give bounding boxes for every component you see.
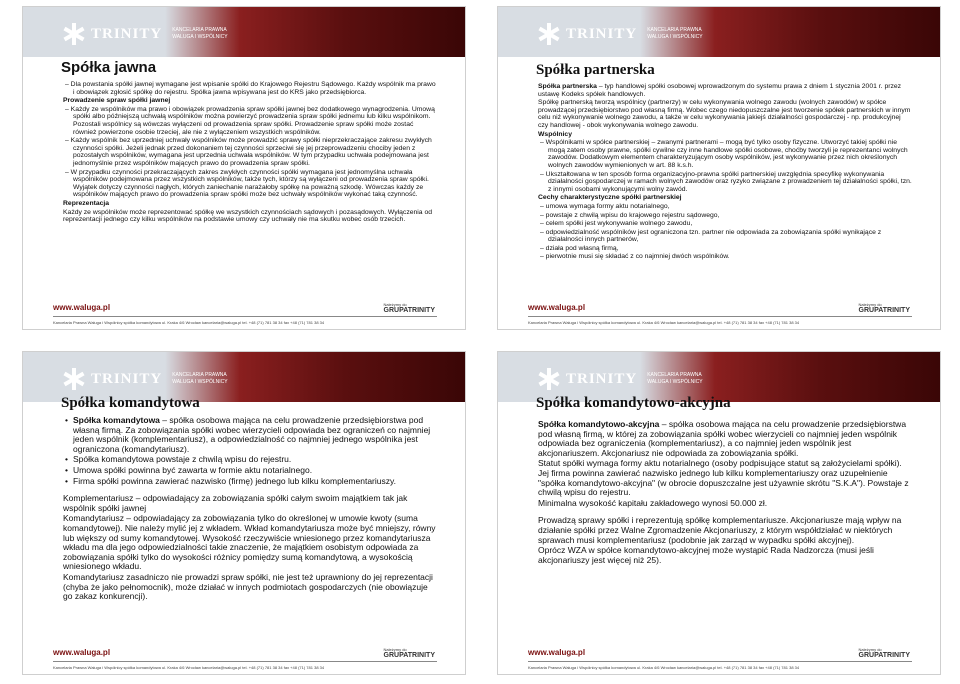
footer [498, 644, 940, 674]
paragraph: – umowa wymaga formy aktu notarialnego, [540, 202, 670, 210]
brand-sub: KANCELARIA PRAWNA WALUGA I WSPÓLNICY [172, 27, 228, 40]
paragraph: – Każdy ze wspólników ma prawo i obowiązek prowadzenia spraw spółki jawnej bez dodatkowego wynagrodzenia. Umową spółki albo późniejszą uchwałą wspólników można powierzyć prowadzenia spraw spółki jednemu lub kilku wspólnikom. Pozostali wspólnicy są wówczas wyłączeni od prowadzenia spraw spółki. Prowadzenie spraw spółki może zostać również powierzone osobie trzeciej, ale nie z wyłączeniem wszystkich wspólników. [65, 105, 435, 136]
paragraph [63, 466, 437, 476]
paragraph-text: – spółka osobowa mająca na celu prowadzenie przedsiębiorstwa pod własną firmą. Za zobowiązania spółki wobec wierzycieli odpowiada bez ograniczeń co najmniej jeden wspólnik (komplementariusz), a odpowiedzialność co najmniej jednego wspólnika jest ograniczona (komandytariusz). [73, 415, 431, 454]
paragraph: – celem spółki jest wykonywanie wolnego zawodu, [540, 220, 693, 228]
footer-text: Kancelaria Prawna Waluga i Wspólnicy spółka komandytowa ul. Kraka 4/6 Wrocław kancelaria@waluga.pl tel. +48 (71) 781 38 34 fax +48 (71) 781 38 34 [53, 320, 325, 325]
trinity-logo [538, 23, 703, 45]
paragraph [63, 416, 437, 454]
paragraph-text: Reprezentacja [63, 199, 110, 207]
paragraph: – odpowiedzialność wspólników jest ograniczona tzn. partner nie odpowiada za zobowiązania spółki wynikające z działalności innych partnerów, [540, 228, 882, 244]
paragraph-text: Firma spółki powinna zawierać nazwisko (firmę) jednego lub kilku komplementariuszy. [73, 475, 396, 486]
paragraph-text: Cechy charakterystyczne spółki partnerskiej [538, 194, 682, 202]
paragraph-text: Wspólnicy [538, 130, 572, 138]
paragraph: – Dla powstania spółki jawnej wymagane jest wpisanie spółki do Krajowego Rejestru Sądowego. Każdy wspólnik ma prawo i obowiązek zgłosić spółkę do rejestru. Spółka jawna wpisywana jest do KRS jako przedsiębiorca. [65, 81, 436, 96]
slide-title: Spółka partnerska [536, 62, 655, 78]
paragraph-text: Statut spółki wymaga formy aktu notarialnego (osoby podpisujące statut są założycielami spółki). Jej firma powinna zawierać nazwisko jednego lub kilku komplementariuszy oraz uzupełnienie "spółka komandytowo-akcyjna" (w obrocie dopuszczalne jest użyawnie skrótu "S.K.A"). Powstaje z chwilą wpisu do rejestru. [538, 458, 909, 498]
paragraph-text: Komandytariusz zasadniczo nie prowadzi spraw spółki, nie jest też uprawniony do jej reprezentacji (chyba że jako pełnomocnik), może działać w innych podmiotach gospodarczych (nie obowiązuje go zakaz konkurencji). [63, 571, 433, 602]
slide-spolka-komandytowo-akcyjna [497, 351, 941, 675]
paragraph [538, 546, 912, 565]
slide-spolka-partnerska [497, 6, 941, 330]
website-link[interactable]: www.waluga.pl [528, 303, 586, 312]
paragraph-text: Oprócz WZA w spółce komandytowo-akcyjnej może wystąpić Rada Nadzorcza (musi jeśli akcjonariuszy jest więcej niż 25). [538, 545, 874, 565]
paragraph-text: Ukształtowana w ten sposób forma organizacyjno-prawna spółki partnerskiej uwzględnia specyfikę wykonywania działalności gospodarczej w ramach wolnych zawodów oraz ryzyko związane z prowadzeniem tej działalności spółki, tzn. z innymi osobami wykonującymi wolny zawód. [545, 170, 912, 193]
paragraph-text: pierwotnie musi się składać z co najmniej dwóch wspólników. [545, 253, 730, 261]
paragraph [538, 99, 912, 129]
slide-content [538, 420, 912, 566]
grupa-trinity-logo: Należymy do GRUPATRINITY [383, 647, 435, 659]
paragraph-text: Spółka komandytowa powstaje z chwilą wpisu do rejestru. [73, 454, 292, 465]
website-link[interactable]: www.waluga.pl [53, 648, 111, 657]
paragraph [63, 573, 437, 602]
bold-term: Spółka komandytowo-akcyjna [538, 419, 660, 429]
paragraph-text: Dla powstania spółki jawnej wymagane jest wpisanie spółki do Krajowego Rejestru Sądowego. Każdy wspólnik ma prawo i obowiązek zgłosić spółkę do rejestru. Spółka jawna wpisywana jest do KRS jako przedsiębiorca. [70, 81, 436, 96]
paragraph [538, 459, 912, 497]
grupa-trinity-logo: Należymy do GRUPATRINITY [858, 302, 910, 314]
footer-text: Kancelaria Prawna Waluga i Wspólnicy spółka komandytowa ul. Kraka 4/6 Wrocław kancelaria@waluga.pl tel. +48 (71) 781 38 34 fax +48 (71) 781 38 34 [528, 320, 800, 325]
paragraph: – Ukształtowana w ten sposób forma organizacyjno-prawna spółki partnerskiej uwzględnia specyfikę wykonywania działalności gospodarczej w ramach wolnych zawodów oraz ryzyko związane z prowadzeniem tej działalności spółki, tzn. z innymi osobami wykonującymi wolny zawód. [540, 170, 912, 193]
section-heading [538, 194, 912, 202]
paragraph: – pierwotnie musi się składać z co najmniej dwóch wspólników. [540, 253, 730, 261]
paragraph-text: W przypadku czynności przekraczających zakres zwykłych czynności spółki wymagana jest jednomyślna uchwała wspólników podejmowana przez wszystkich wspólników, także tych, którzy są wyłączeni od prowadzenia spraw spółki. Wyjątek dotyczy czynności nagłych, których zaniechanie narażałoby spółkę na poważną szkodę. Wówczas każdy ze wspólników mających prawo do prowadzenia spraw spółki może bez uchwały wspólników wykonać taką czynność. [70, 168, 429, 199]
footer [498, 299, 940, 329]
brand-sub: KANCELARIA PRAWNA WALUGA I WSPÓLNICY [647, 372, 703, 385]
paragraph-text: Każdy ze wspólników ma prawo i obowiązek prowadzenia spraw spółki jawnej bez dodatkowego wynagrodzenia. Umową spółki albo późniejszą uchwałą wspólników można powierzyć prowadzenia spraw spółki jednemu lub kilku wspólnikom. Pozostali wspólnicy są wówczas wyłączeni od prowadzenia spraw spółki. Prowadzenie spraw spółki może zostać również powierzone osobie trzeciej, ale nie z wyłączeniem wszystkich wspólników. [70, 105, 435, 136]
paragraph-text: powstaje z chwilą wpisu do krajowego rejestru sądowego, [545, 211, 720, 219]
paragraph: – Wspólnikami w spółce partnerskiej – zwanymi partnerami – mogą być tylko osoby fizyczne. Utworzyć takiej spółki nie mogą zatem osoby prawne, spółki cywilne czy inne handlowe spółki osobowe, choćby tworzyli je reprezentanci wolnych zawodów. Dodatkowym elementem charakteryzującym osoby wspólników, jest wykonywanie przez nich określonych wolnych zawodów wymienionych w art. 88 k.s.h. [540, 139, 908, 169]
paragraph [63, 477, 437, 487]
paragraph-text: – spółka osobowa mająca na celu prowadzenie przedsiębiorstwa pod własną firmą, w której za zobowiązania spółki wobec wierzycieli co najmniej jeden wspólnik odpowiada bez ograniczenia (komplementariusz), a co najmniej jeden wspólnik jest akcjonariuszem. Akcjonariusz nie odpowiada za zobowiązania spółki. [538, 419, 907, 458]
paragraph: – W przypadku czynności przekraczających zakres zwykłych czynności spółki wymagana jest jednomyślna uchwała wspólników podejmowana przez wszystkich wspólników, także tych, którzy są wyłączeni od prowadzenia spraw spółki. Wyjątek dotyczy czynności nagłych, których zaniechanie narażałoby spółkę na poważną szkodę. Wówczas każdy ze wspólników mających prawo do prowadzenia spraw spółki może bez uchwały wspólników wykonać taką czynność. [65, 168, 429, 199]
bold-term: Spółka komandytowa [73, 415, 160, 425]
brand-name: TRINITY [91, 370, 163, 387]
paragraph [538, 83, 912, 98]
paragraph-text: umowa wymaga formy aktu notarialnego, [545, 202, 670, 210]
section-heading [538, 131, 912, 139]
paragraph: – powstaje z chwilą wpisu do krajowego rejestru sądowego, [540, 211, 720, 219]
footer [23, 644, 465, 674]
paragraph-text: Umowa spółki powinna być zawarta w formie aktu notarialnego. [73, 464, 313, 475]
paragraph: – działa pod własną firmą, [540, 244, 619, 252]
paragraph-text: działa pod własną firmą, [545, 244, 619, 252]
paragraph [538, 516, 912, 545]
paragraph [63, 455, 437, 465]
slide-content [63, 81, 437, 225]
paragraph-text: – typ handlowej spółki osobowej wprowadzonym do systemu prawa z dniem 1 stycznia 2001 r. przez ustawę Kodeks spółek handlowych. [538, 83, 902, 98]
footer-text: Kancelaria Prawna Waluga i Wspólnicy spółka komandytowa ul. Kraka 4/6 Wrocław kancelaria@waluga.pl tel. +48 (71) 781 38 34 fax +48 (71) 781 38 34 [53, 665, 325, 670]
section-heading [63, 97, 437, 105]
trinity-logo [63, 368, 228, 390]
brand-name: TRINITY [566, 370, 638, 387]
website-link[interactable]: www.waluga.pl [53, 303, 111, 312]
header-banner [498, 7, 940, 57]
paragraph-text: Każdy wspólnik bez uprzedniej uchwały wspólników może prowadzić sprawy spółki nieprzekraczające zakresu zwykłych czynności spółki. Jeżeli jednak przed dokonaniem tej czynności sprzeciwi się jej przeprowadzeniu chociby jeden z pozostałych wspólników, wymagana jest uprzednia uchwała wspólników. W tym przypadku uchwała podejmowana jest jednomyślnie przez wspólników mających prawo do prowadzenia spraw spółki. [70, 137, 432, 167]
paragraph-text: odpowiedzialność wspólników jest ograniczona tzn. partner nie odpowiada za zobowiązania spółki wynikające z działalności innych partnerów, [545, 228, 882, 244]
slide-spolka-jawna [22, 6, 466, 330]
paragraph-text: celem spółki jest wykonywanie wolnego zawodu, [545, 220, 693, 228]
paragraph-text: Każdy ze wspólników może reprezentować spółkę we wszystkich czynnościach sądowych i pozasądowych. Wyłączenia od reprezentacji jednego czy kilku wspólników na podstawie umowy czy uchwały nie ma skutku wobec osób trzecich. [63, 208, 433, 224]
paragraph-text: Komplementariusz – odpowiadający za zobowiązania spółki całym swoim majątkiem tak jak wspólnik spółki jawnej [63, 493, 408, 513]
section-heading [63, 200, 437, 208]
grupa-trinity-logo: Należymy do GRUPATRINITY [383, 302, 435, 314]
paragraph [63, 514, 437, 572]
footer [23, 299, 465, 329]
brand-name: TRINITY [566, 25, 638, 42]
slide-content [538, 83, 912, 262]
brand-name: TRINITY [91, 25, 163, 42]
paragraph-text: Spółkę partnerską tworzą wspólnicy (partnerzy) w celu wykonywania wolnego zawodu (wolnych zawodów) w spółce prowadzącej przedsiębiorstwo pod własną firmą. Wobec czego niedopuszczalne jest tworzenie spółek partnerskich w innym celu niż wykonywanie wolnego zawodu, a także w celu wykonywania jakiejś działalności gospodarczej - np. produkcyjnej czy handlowej - obok wykonywania wolnego zawodu. [538, 99, 911, 129]
trinity-logo [538, 368, 703, 390]
paragraph-text: Komandytariusz – odpowiadający za zobowiązania tylko do określonej w umowie kwoty (suma komandytowej). Nie należy mylić jej z wkładem. Wkład komandytariusza może być mniejszy, równy lub większy od sumy komandytowej. Wysokość rzeczywiście wniesionego przez komandytariusza wkładu ma dla jego odpowiedzialności takie znaczenie, że majątkiem osobistym odpowiada za zobowiązania spółki tylko do wysokości różnicy pomiędzy sumą komandytową, a wysokością wniesionego wkładu. [63, 513, 436, 572]
grupa-trinity-logo: Należymy do GRUPATRINITY [858, 647, 910, 659]
paragraph-text: Wspólnikami w spółce partnerskiej – zwanymi partnerami – mogą być tylko osoby fizyczne. Utworzyć takiej spółki nie mogą zatem osoby prawne, spółki cywilne czy inne handlowe spółki osobowe, choćby tworzyli je reprezentanci wolnych zawodów. Dodatkowym elementem charakteryzującym osoby wspólników, jest wykonywanie przez nich określonych wolnych zawodów wymienionych w art. 88 k.s.h. [545, 139, 908, 169]
bold-term: Spółka partnerska [538, 83, 597, 90]
paragraph [538, 420, 912, 458]
paragraph-text: Prowadzenie spraw spółki jawnej [63, 97, 171, 105]
slide-title: Spółka jawna [61, 59, 157, 76]
paragraph [538, 499, 912, 509]
brand-sub: KANCELARIA PRAWNA WALUGA I WSPÓLNICY [647, 27, 703, 40]
slide-title: Spółka komandytowo-akcyjna [536, 395, 731, 411]
paragraph-text: Prowadzą sprawy spółki i reprezentują spółkę komplementariusze. Akcjonariusze mają wpływ na działanie spółki przez Walne Zgromadzenie Akcjonariuszy, z którym współdziałać w niektórych sprawach musi komplementariusz (podobnie jak zarząd w wypadku spółki akcyjnej). [538, 515, 902, 545]
footer-text: Kancelaria Prawna Waluga i Wspólnicy spółka komandytowa ul. Kraka 4/6 Wrocław kancelaria@waluga.pl tel. +48 (71) 781 38 34 fax +48 (71) 781 38 34 [528, 665, 800, 670]
slide-spolka-komandytowa [22, 351, 466, 675]
website-link[interactable]: www.waluga.pl [528, 648, 586, 657]
trinity-logo [63, 23, 228, 45]
header-banner [23, 7, 465, 57]
slide-title: Spółka komandytowa [61, 395, 200, 411]
brand-sub: KANCELARIA PRAWNA WALUGA I WSPÓLNICY [172, 372, 228, 385]
slide-content [63, 416, 437, 603]
paragraph: – Każdy wspólnik bez uprzedniej uchwały wspólników może prowadzić sprawy spółki nieprzekraczające zakresu zwykłych czynności spółki. Jeżeli jednak przed dokonaniem tej czynności sprzeciwi się jej przeprowadzeniu chociby jeden z pozostałych wspólników, wymagana jest uprzednia uchwała wspólników. W tym przypadku uchwała podejmowana jest jednomyślnie przez wspólników mających prawo do prowadzenia spraw spółki. [65, 137, 432, 167]
paragraph-text: Minimalna wysokość kapitału zakładowego wynosi 50.000 zł. [538, 497, 768, 508]
paragraph [63, 209, 437, 224]
paragraph [63, 494, 437, 513]
